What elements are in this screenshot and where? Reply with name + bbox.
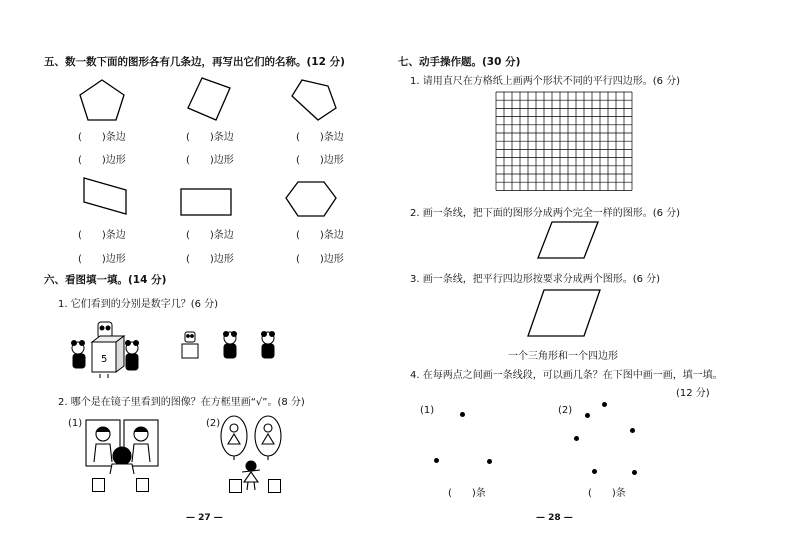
blank-edges-6[interactable]: ( )条边 — [296, 230, 344, 241]
box-number: 5 — [101, 354, 108, 365]
point-2c[interactable] — [630, 428, 635, 433]
blank-shape-5[interactable]: ( )边形 — [186, 254, 234, 265]
point-2a[interactable] — [602, 402, 607, 407]
blank-shape-3[interactable]: ( )边形 — [296, 155, 344, 166]
rectangle-shape — [180, 188, 232, 216]
blank-edges-2[interactable]: ( )条边 — [186, 132, 234, 143]
question-6-1: 1. 它们看到的分别是数字几？(6 分) — [58, 299, 219, 310]
pandas-around-box-illustration — [70, 318, 142, 380]
answer-box-2a[interactable] — [229, 479, 242, 493]
parallelogram-shape — [82, 176, 128, 216]
point-2f[interactable] — [632, 470, 637, 475]
quadrilateral-shape — [186, 76, 232, 122]
section-5-title: 五、数一数下面的图形各有几条边，再写出它们的名称。(12 分) — [44, 56, 345, 68]
grid-paper[interactable] — [496, 92, 632, 192]
hexagon-shape — [284, 180, 338, 218]
blank-edges-4[interactable]: ( )条边 — [78, 230, 126, 241]
q2-part-2-label: (2) — [206, 418, 221, 429]
blank-edges-5[interactable]: ( )条边 — [186, 230, 234, 241]
point-1c[interactable] — [487, 459, 492, 464]
page-number-28: — 28 — — [536, 513, 573, 523]
section-7-title: 七、动手操作题。(30 分) — [398, 56, 521, 68]
q2-part-1-label: (1) — [68, 418, 83, 429]
pentagon-irregular-shape — [288, 78, 338, 122]
question-7-4-score: (12 分) — [676, 388, 710, 399]
blank-shape-6[interactable]: ( )边形 — [296, 254, 344, 265]
section-6-title: 六、看图填一填。(14 分) — [44, 274, 167, 286]
blank-shape-4[interactable]: ( )边形 — [78, 254, 126, 265]
question-7-4: 4. 在每两点之间画一条线段，可以画几条？在下图中画一画，填一填。 — [410, 370, 723, 381]
question-6-2: 2. 哪个是在镜子里看到的图像？在方框里画“√”。(8 分) — [58, 397, 305, 408]
point-2e[interactable] — [592, 469, 597, 474]
mirror-scene-1-illustration — [84, 418, 160, 474]
q4-part-1-label: (1) — [420, 405, 435, 416]
blank-edges-3[interactable]: ( )条边 — [296, 132, 344, 143]
parallelogram-to-split[interactable] — [536, 220, 600, 260]
point-2d[interactable] — [574, 436, 579, 441]
page-number-27: — 27 — — [186, 513, 223, 523]
answer-box-1b[interactable] — [136, 478, 149, 492]
answer-box-2b[interactable] — [268, 479, 281, 493]
pentagon-shape — [78, 78, 128, 122]
question-7-3-caption: 一个三角形和一个四边形 — [508, 351, 618, 362]
q4-part-2-label: (2) — [558, 405, 573, 416]
answer-count-2[interactable]: ( )条 — [588, 488, 626, 499]
point-1b[interactable] — [434, 458, 439, 463]
view-small-1 — [178, 330, 202, 360]
blank-edges-1[interactable]: ( )条边 — [78, 132, 126, 143]
question-7-2: 2. 画一条线，把下面的图形分成两个完全一样的图形。(6 分) — [410, 208, 681, 219]
parallelogram-to-divide[interactable] — [526, 288, 602, 338]
answer-box-1a[interactable] — [92, 478, 105, 492]
view-small-3 — [256, 330, 280, 360]
point-1a[interactable] — [460, 412, 465, 417]
question-7-1: 1. 请用直尺在方格纸上画两个形状不同的平行四边形。(6 分) — [410, 76, 681, 87]
point-2b[interactable] — [585, 413, 590, 418]
blank-shape-1[interactable]: ( )边形 — [78, 155, 126, 166]
view-small-2 — [218, 330, 242, 360]
blank-shape-2[interactable]: ( )边形 — [186, 155, 234, 166]
answer-count-1[interactable]: ( )条 — [448, 488, 486, 499]
question-7-3: 3. 画一条线，把平行四边形按要求分成两个图形。(6 分) — [410, 274, 661, 285]
